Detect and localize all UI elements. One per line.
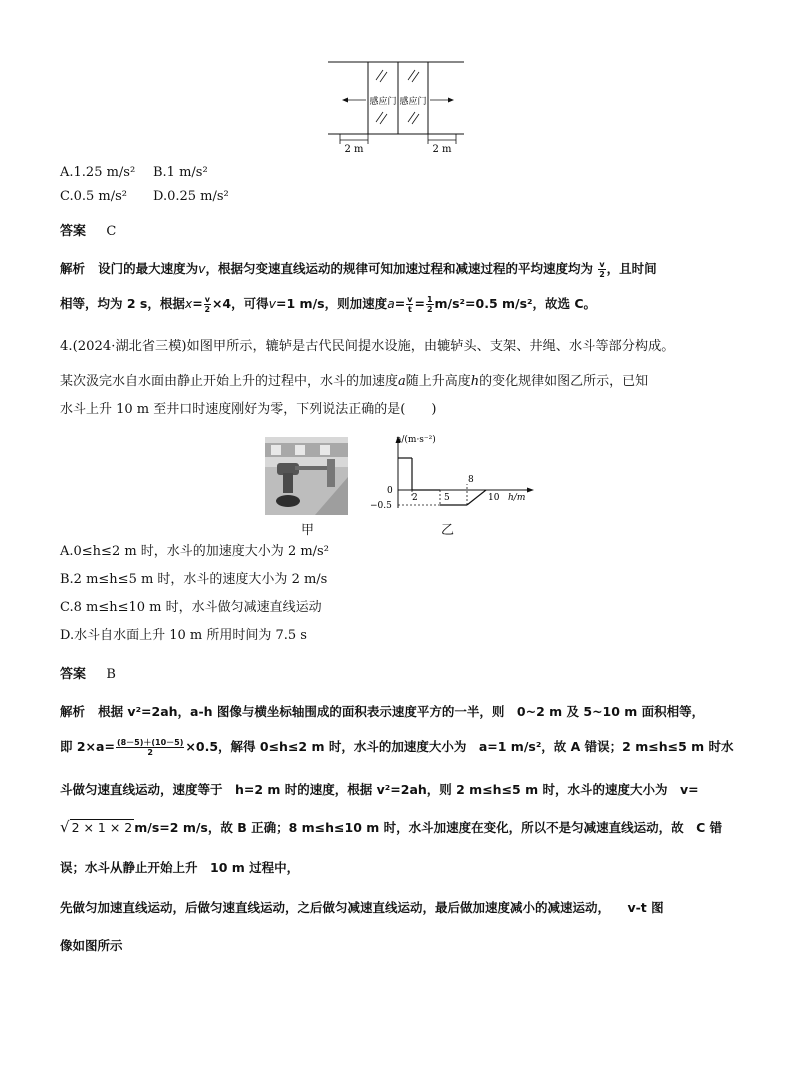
q3-option-b: B.1 m/s²	[153, 165, 208, 180]
q4-answer-label: 答案	[60, 667, 87, 682]
door-label-right: 感应门	[399, 97, 427, 107]
tick-5: 5	[444, 493, 450, 503]
door-label-left: 感应门	[369, 97, 397, 107]
analysis-text: m/s²=0.5 m/s²，故选 C。	[434, 296, 597, 311]
stem-text: 的变化规律如图乙所示，已知	[479, 374, 649, 389]
windlass-photo-image	[265, 437, 348, 515]
sqrt-radicand: 2 × 1 × 2	[71, 820, 133, 835]
analysis-text: ，且时间	[606, 261, 657, 276]
var-x: x	[184, 296, 193, 311]
var-a: a	[398, 374, 406, 389]
q4-analysis-line1	[60, 702, 704, 720]
figure-caption-jia: 甲	[301, 523, 315, 538]
analysis-text: 设门的最大速度为	[98, 261, 199, 276]
fraction-num: 1	[426, 295, 433, 304]
q3-analysis-label: 解析	[60, 261, 86, 276]
stem-text: 某次汲完水自水面由静止开始上升的过程中，水斗的加速度	[60, 374, 399, 389]
analysis-text: 即 2×a=	[60, 739, 115, 754]
tick-10: 10	[488, 493, 500, 503]
dim-right-label: 2 m	[432, 144, 452, 155]
q4-option-d: D.水斗自水面上升 10 m 所用时间为 7.5 s	[60, 628, 307, 643]
a-h-graph	[368, 432, 538, 514]
sensor-door-diagram	[326, 58, 466, 156]
q4-analysis-line6	[60, 898, 664, 916]
q4-analysis-line4	[60, 818, 722, 836]
analysis-text: ，根据匀变速直线运动的规律可知加速过程和减速过程的平均速度均为	[205, 261, 594, 276]
q3-answer	[60, 220, 116, 239]
fraction	[426, 295, 434, 314]
analysis-text: 根据 v²=2ah，a-h 图像与横坐标轴围成的面积表示速度平方的一半，则 0~2 m 及 5~10 m 面积相等，	[98, 704, 705, 719]
q4-answer-value: B	[106, 667, 116, 682]
q4-stem-line2	[60, 373, 648, 391]
q3-analysis-line1	[60, 259, 657, 279]
q4-analysis-line2	[60, 737, 734, 757]
var-a: a	[387, 296, 395, 311]
fraction-den: 2	[426, 305, 433, 314]
q4-stem-line1: 4.(2024·湖北省三模)如图甲所示，辘轳是古代民间提水设施，由辘轳头、支架、井绳、水斗等部分构成。	[60, 339, 675, 354]
q4-stem-line3: 水斗上升 10 m 至井口时速度刚好为零，下列说法正确的是( )	[60, 402, 437, 417]
fraction	[598, 260, 605, 279]
fraction-den: t	[407, 305, 412, 314]
q4-option-b: B.2 m≤h≤5 m 时，水斗的速度大小为 2 m/s	[60, 572, 328, 587]
fraction-num: (8－5)＋(10－5)	[116, 738, 184, 747]
y-axis-label: a/(m·s⁻²)	[396, 435, 436, 445]
figure-caption-yi: 乙	[441, 523, 455, 538]
fraction	[204, 295, 211, 314]
analysis-text: 相等，均为 2 s，根据	[60, 296, 185, 311]
analysis-text: ×0.5，解得 0≤h≤2 m 时，水斗的加速度大小为 a=1 m/s²，故 A 错误；2 m≤h≤5 m 时水	[185, 739, 734, 754]
fraction	[116, 738, 184, 757]
q3-option-d: D.0.25 m/s²	[153, 189, 229, 204]
tick-2: 2	[412, 493, 418, 503]
fraction-den: 2	[204, 305, 211, 314]
analysis-text: =1 m/s，则加速度	[276, 296, 388, 311]
x-axis-label: h/m	[508, 493, 526, 503]
q4-option-a: A.0≤h≤2 m 时，水斗的加速度大小为 2 m/s²	[60, 544, 329, 559]
q4-analysis-line5: 误；水斗从静止开始上升 10 m 过程中，	[60, 860, 300, 875]
q3-option-a: A.1.25 m/s²	[60, 165, 136, 180]
q4-analysis-line7: 像如图所示	[60, 938, 123, 953]
fraction-num: v	[599, 260, 605, 269]
var-v: v	[268, 296, 277, 311]
q3-analysis-line2: 相等，均为 2 s，根据x= $\frac{v}{2}$ ×4，可得v=1 m/s，则加速度a= $\frac{v}{t}$ = $\frac{1}{2}$ m/s²=0.5 m/s²，故选 C。	[60, 295, 597, 314]
q4-answer	[60, 663, 116, 682]
fraction-num: v	[204, 295, 210, 304]
sqrt-expression: √ 2 × 1 × 2	[60, 818, 133, 836]
q3-answer-label: 答案	[60, 224, 87, 239]
tick-8: 8	[468, 475, 474, 485]
neg-label: −0.5	[370, 501, 392, 511]
q3-answer-value: C	[106, 224, 117, 239]
fraction	[406, 295, 413, 314]
q4-analysis-label: 解析	[60, 704, 86, 719]
origin-label: 0	[387, 486, 393, 496]
dim-left-label: 2 m	[344, 144, 364, 155]
analysis-text: m/s=2 m/s，故 B 正确；8 m≤h≤10 m 时，水斗加速度在变化，所以不是匀减速直线运动，故 C 错	[134, 820, 723, 835]
fraction-den: 2	[147, 748, 153, 757]
stem-text: 随上升高度	[405, 374, 471, 389]
analysis-text: v-t 图	[627, 900, 664, 915]
analysis-text: ×4，可得	[211, 296, 269, 311]
var-v: v	[198, 261, 206, 276]
equals: =	[192, 296, 203, 311]
analysis-text: 先做匀加速直线运动，后做匀速直线运动，之后做匀减速直线运动，最后做加速度减小的减速运动，	[60, 900, 611, 915]
var-h: h	[470, 374, 480, 389]
windlass-photo	[265, 437, 348, 515]
fraction-den: 2	[599, 270, 605, 279]
q3-option-c: C.0.5 m/s²	[60, 189, 128, 204]
fraction-num: v	[407, 295, 413, 304]
q4-analysis-line3: 斗做匀速直线运动，速度等于 h=2 m 时的速度，根据 v²=2ah，则 2 m≤h≤5 m 时，水斗的速度大小为 v=	[60, 782, 699, 797]
q4-option-c: C.8 m≤h≤10 m 时，水斗做匀减速直线运动	[60, 600, 322, 615]
